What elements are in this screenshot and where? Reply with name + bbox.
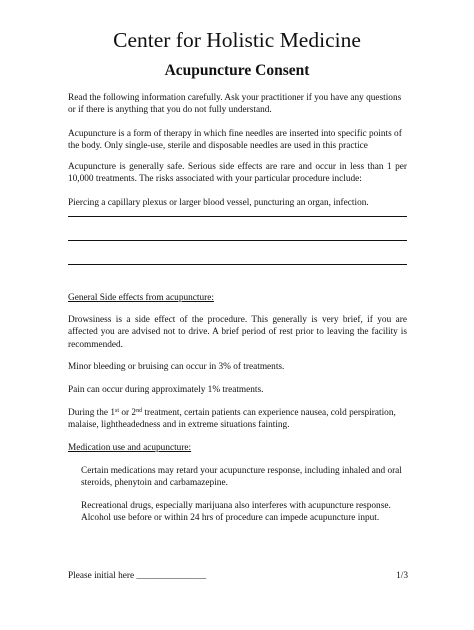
risk-entry-line-1 [68, 216, 407, 217]
second-superscript: nd [136, 408, 143, 414]
intro-paragraph: Read the following information carefully. Ask your practitioner if you have any questions or if there is anything that you do not fully understand. [68, 93, 402, 116]
nausea-text-middle: or 2 [119, 408, 137, 418]
nausea-text-end: treatment, certain patients can experience nausea, cold perspiration, malaise, lightheadedness and in extreme situations fainting. [68, 408, 396, 431]
definition-paragraph: Acupuncture is a form of therapy in which fine needles are inserted into specific points of the body. Only single-use, sterile and disposable needles are used in this practice [68, 129, 402, 152]
initial-here-field[interactable]: Please initial here _______________ [68, 571, 207, 581]
medication-paragraph: Certain medications may retard your acupuncture response, including inhaled and oral steroids, phenytoin and carbamazepine. [81, 466, 402, 489]
first-superscript: st [115, 408, 120, 414]
page-title: Center for Holistic Medicine [113, 28, 361, 52]
document-subtitle: Acupuncture Consent [164, 62, 310, 79]
recreational-paragraph: Recreational drugs, especially marijuana also interferes with acupuncture response. Alcohol use before or within 24 hrs of procedure can impede acupuncture input. [81, 501, 391, 524]
drowsiness-paragraph: Drowsiness is a side effect of the procedure. This generally is very brief, if you are affected you are advised not to drive. A brief period of rest prior to leaving the facility is recommended. [68, 315, 407, 350]
pain-paragraph: Pain can occur during approximately 1% treatments. [68, 385, 264, 395]
risks-paragraph: Piercing a capillary plexus or larger blood vessel, puncturing an organ, infection. [68, 198, 369, 208]
risk-entry-line-2 [68, 240, 407, 241]
nausea-paragraph [68, 407, 407, 432]
side-effects-heading: General Side effects from acupuncture: [68, 293, 214, 303]
nausea-text-start: During the 1 [68, 408, 115, 418]
bleeding-paragraph: Minor bleeding or bruising can occur in 3% of treatments. [68, 362, 285, 372]
page-number: 1/3 [396, 571, 408, 581]
medication-heading: Medication use and acupuncture: [68, 443, 192, 453]
safety-paragraph: Acupuncture is generally safe. Serious side effects are rare and occur in less than 1 per 10,000 treatments. The risks associated with your particular procedure include: [68, 162, 407, 185]
risk-entry-line-3 [68, 264, 407, 265]
